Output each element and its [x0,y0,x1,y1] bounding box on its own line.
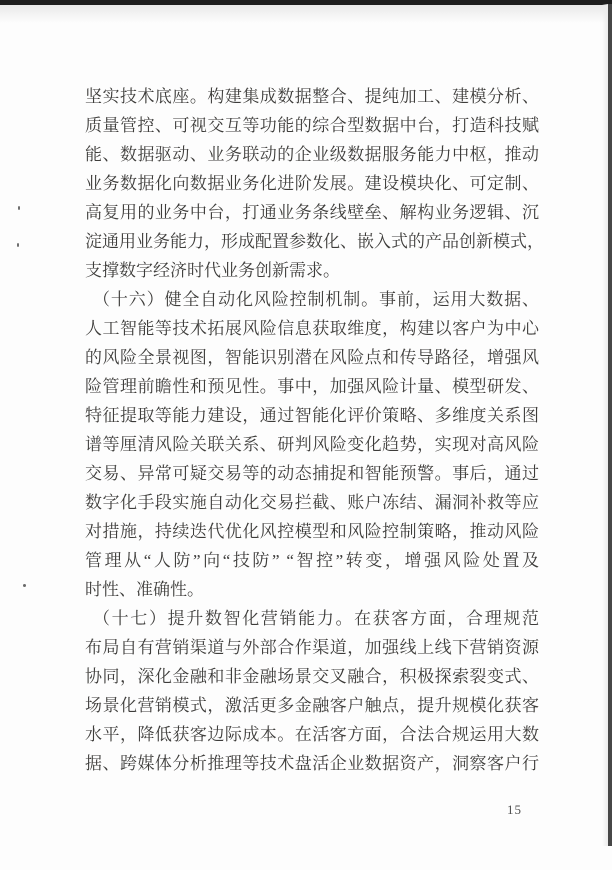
text-line: 质量管控、可视交互等功能的综合型数据中台，打造科技赋 [85,116,539,135]
text-line: 据、跨媒体分析推理等技术盘活企业数据资产，洞察客户行 [85,754,539,773]
text-line: 人工智能等技术拓展风险信息获取维度，构建以客户为中心 [85,319,539,338]
text-line: 谱等厘清风险关联关系、研判风险变化趋势，实现对高风险 [85,435,539,454]
scan-speck [17,243,19,247]
page-number: 15 [507,802,522,817]
text-line: 布局自有营销渠道与外部合作渠道，加强线上线下营销资源 [85,638,539,657]
section-heading-line-16: （十六）健全自动化风险控制机制。事前，运用大数据、 [93,290,539,309]
text-line: 数字化手段实施自动化交易拦截、账户冻结、漏洞补救等应 [85,493,539,512]
text-line: 业务数据化向数据业务化进阶发展。建设模块化、可定制、 [85,174,539,193]
text-line: 特征提取等能力建设，通过智能化评价策略、多维度关系图 [85,406,539,425]
scan-speck [23,584,26,587]
scan-edge-right-fade [602,4,608,846]
text-line: 高复用的业务中台，打通业务条线壁垒、解构业务逻辑、沉 [85,203,539,222]
text-line: 支撑数字经济时代业务创新需求。 [85,261,340,280]
text-line: 坚实技术底座。构建集成数据整合、提纯加工、建模分析、 [85,87,539,106]
text-line: 场景化营销模式，激活更多金融客户触点，提升规模化获客 [85,696,539,715]
scan-edge-top-fade [0,5,612,23]
text-line: 交易、异常可疑交易等的动态捕捉和智能预警。事后，通过 [85,464,539,483]
scan-edge-right [608,4,612,846]
text-line: 能、数据驱动、业务联动的企业级数据服务能力中枢，推动 [85,145,539,164]
text-line: 水平，降低获客边际成本。在活客方面，合法合规运用大数 [85,725,539,744]
text-line: 险管理前瞻性和预见性。事中，加强风险计量、模型研发、 [85,377,539,396]
text-line: 管理从“人防”向“技防” “智控”转变，增强风险处置及 [85,551,539,570]
scan-speck [18,206,20,210]
section-heading-line-17: （十七）提升数智化营销能力。在获客方面，合理规范 [93,609,539,628]
text-line: 淀通用业务能力，形成配置参数化、嵌入式的产品创新模式， [85,232,544,251]
text-line: 对措施，持续迭代优化风控模型和风险控制策略，推动风险 [85,522,539,541]
document-text-block [85,82,544,778]
text-line: 时性、准确性。 [85,580,204,599]
text-line: 协同，深化金融和非金融场景交叉融合，积极探索裂变式、 [85,667,539,686]
text-line: 的风险全景视图，智能识别潜在风险点和传导路径，增强风 [85,348,539,367]
